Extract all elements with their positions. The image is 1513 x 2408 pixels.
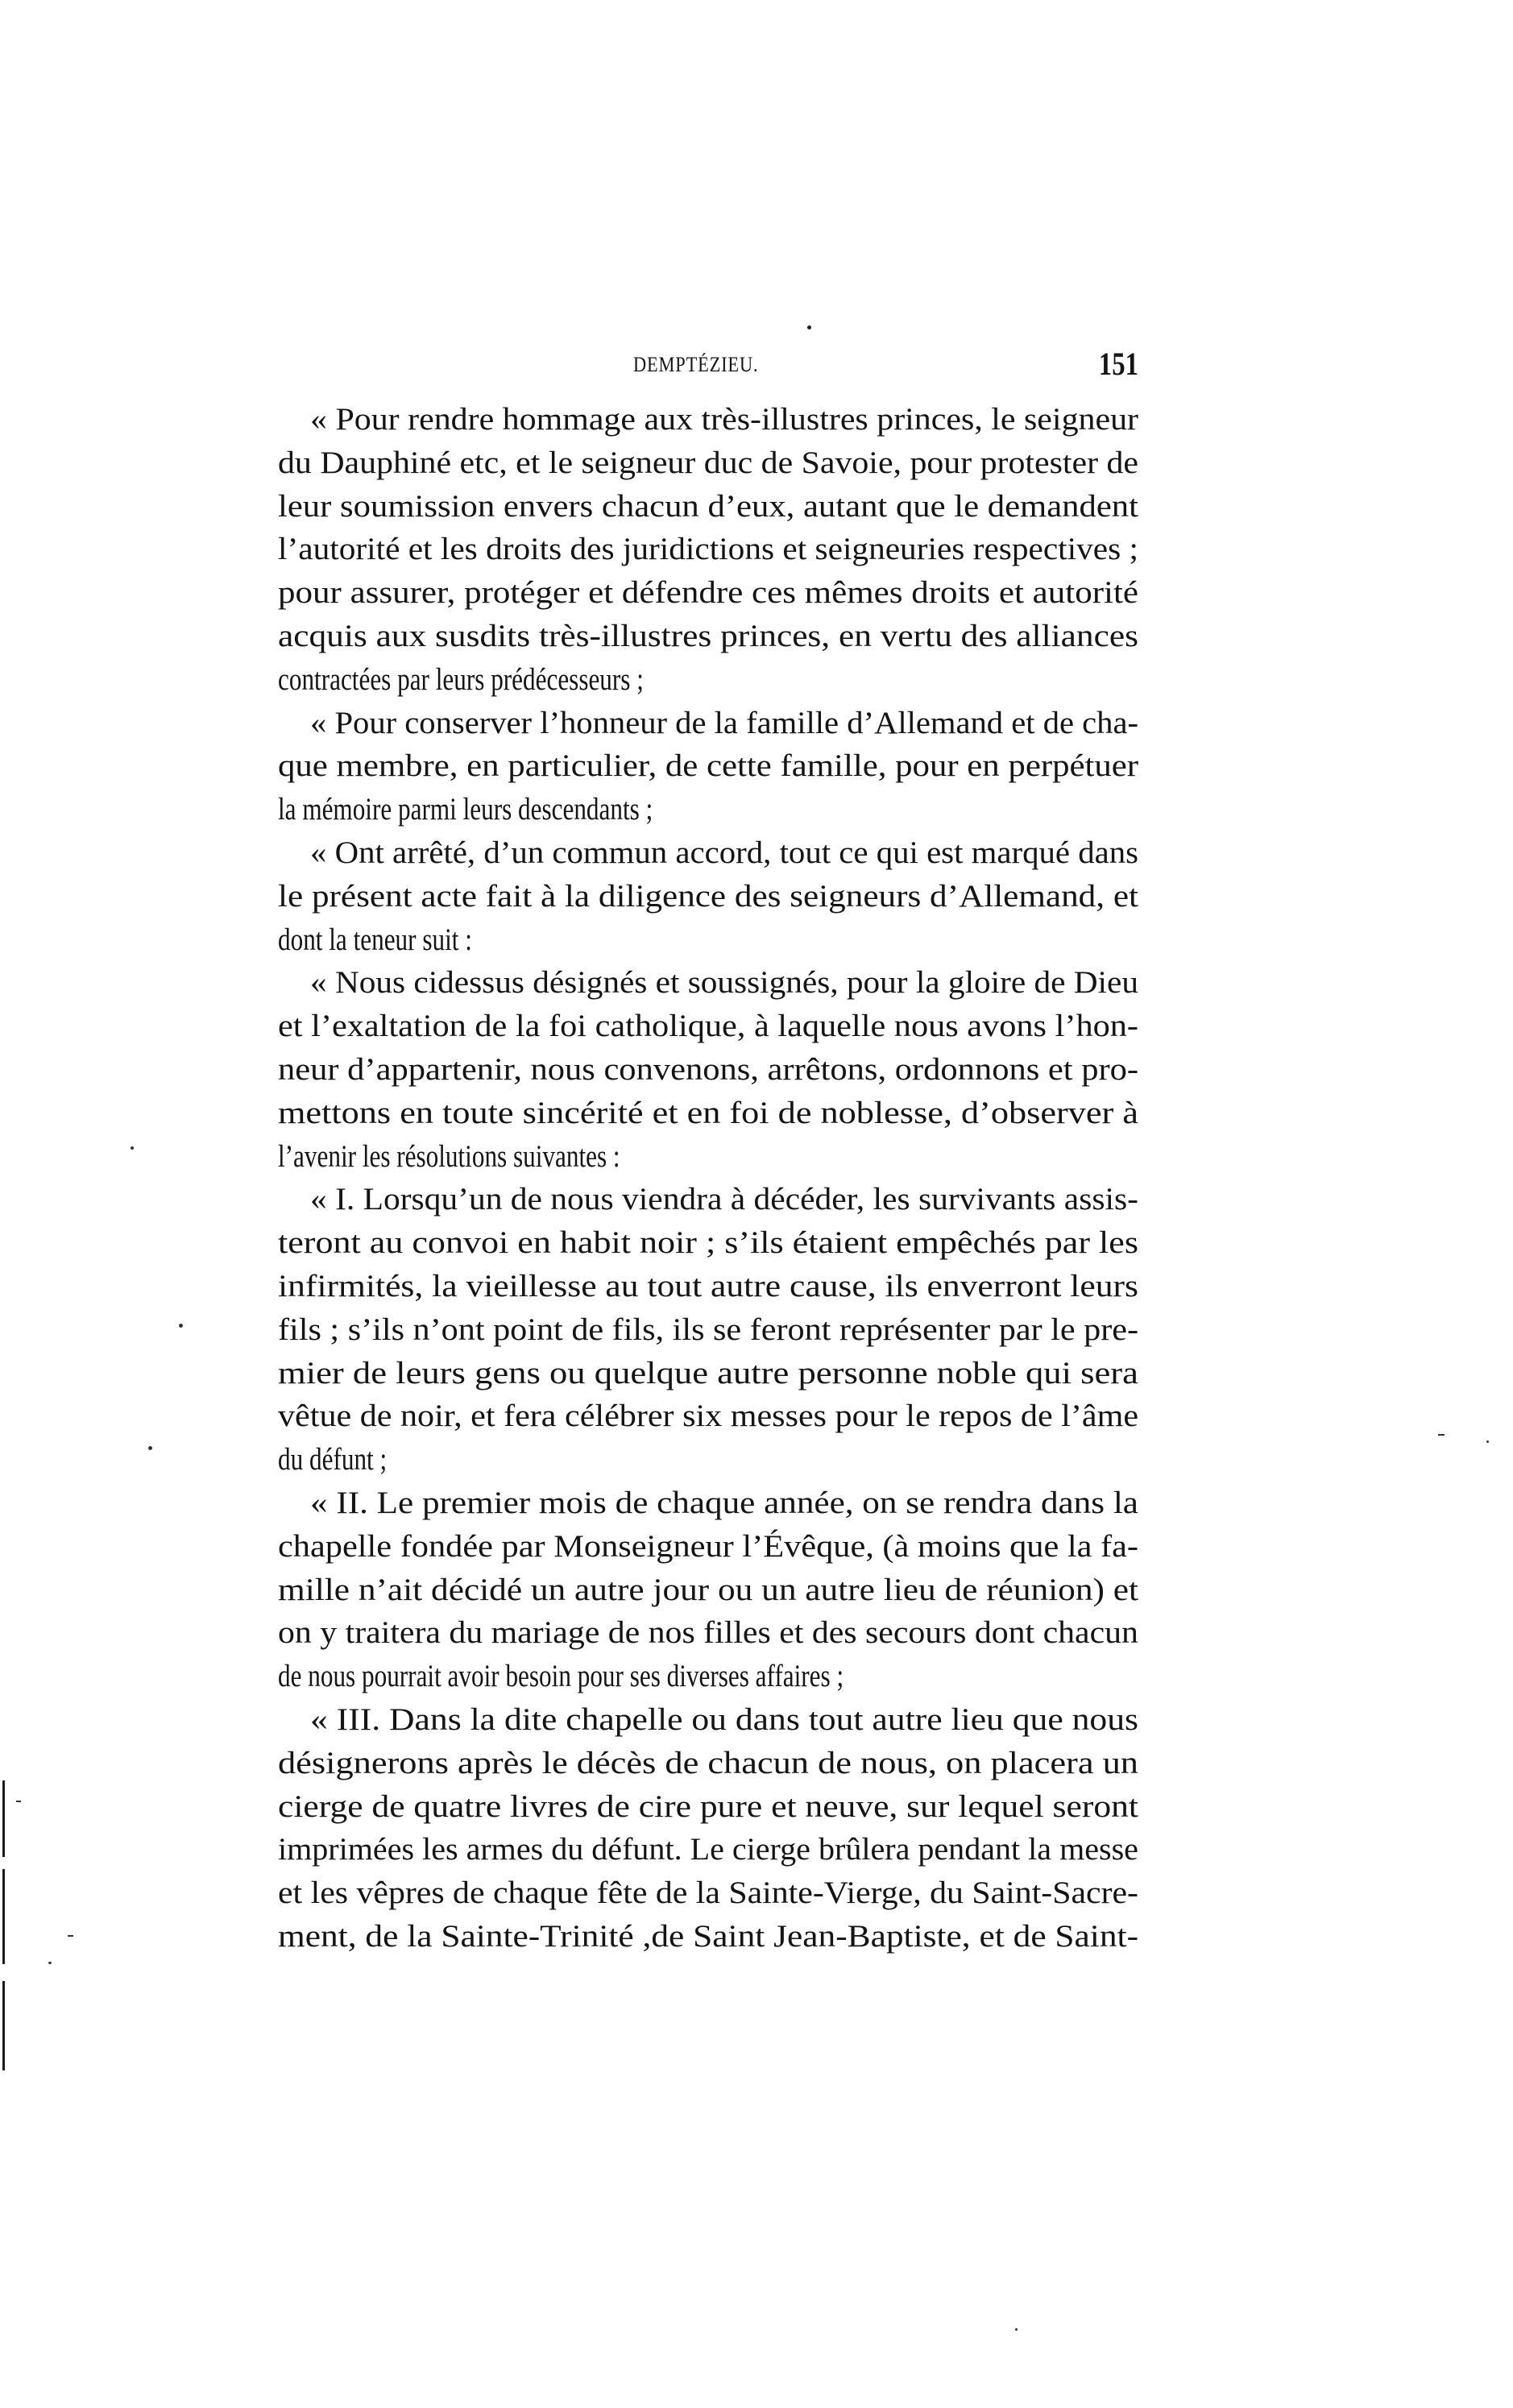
text-line [278,875,1138,918]
text-line [278,1569,1138,1612]
text-line-content: « I. Lorsqu’un de nous viendra à décéder, les survivants assis- [310,1182,1138,1217]
text-line [278,1785,1138,1829]
page-number: 151 [1098,346,1138,382]
scan-edge-line [2,1780,5,1857]
text-line-content: désignerons après le décès de chacun de nous, on placera un [278,1745,1138,1780]
text-line [278,398,1138,441]
scan-speck [1015,2328,1018,2331]
text-line [278,1352,1138,1395]
text-line-content: de nous pourrait avoir besoin pour ses diverses affaires ; [278,1659,844,1694]
text-line [278,1482,1138,1525]
text-line [278,1135,1138,1179]
text-line-content: l’avenir les résolutions suivantes : [278,1138,620,1174]
text-line [278,441,1138,485]
text-line [278,1742,1138,1785]
text-line-content: chapelle fondée par Monseigneur l’Évêque, (à moins que la fa- [278,1528,1139,1564]
text-line [278,615,1138,658]
scan-speck [68,1935,73,1937]
text-line-content: l’autorité et les droits des juridictions et seigneuries respectives ; [278,532,1139,567]
text-line [278,1871,1138,1915]
text-line-content: « Pour rendre hommage aux très-illustres princes, le seigneur [310,402,1139,437]
text-line-content: « II. Le premier mois de chaque année, on se rendra dans la [310,1485,1138,1520]
text-line-content: cierge de quatre livres de cire pure et neuve, sur lequel seront [278,1788,1138,1824]
text-line-content: « Nous cidessus désignés et soussignés, pour la gloire de Dieu [310,965,1138,1001]
text-line-content: fils ; s’ils n’ont point de fils, ils se feront représenter par le pre- [278,1312,1139,1347]
text-line [278,831,1138,875]
text-line [278,1265,1138,1308]
text-line [278,1915,1138,1958]
scan-speck [179,1324,183,1328]
text-line-content: vêtue de noir, et fera célébrer six messes pour le repos de l’âme [278,1399,1139,1434]
text-line-content: « Pour conserver l’honneur de la famille d’Allemand et de cha- [310,705,1139,740]
scan-speck [16,1801,21,1802]
text-line-content: on y traitera du mariage de nos filles et des secours dont chacun [278,1615,1138,1651]
text-line-content: dont la teneur suit : [278,922,472,957]
text-line-content: mille n’ait décidé un autre jour ou un autre lieu de réunion) et [278,1572,1139,1607]
text-line [278,1828,1138,1871]
scan-speck [807,325,811,329]
scan-speck [148,1446,152,1450]
text-line [278,788,1138,831]
scan-speck [48,1962,52,1964]
text-line [278,1005,1138,1048]
text-line-content: pour assurer, protéger et défendre ces mêmes droits et autorité [278,575,1139,611]
body-text [278,398,1138,1958]
text-line [278,1178,1138,1221]
text-line [278,918,1138,962]
text-line-content: mettons en toute sincérité et en foi de noblesse, d’observer à [278,1095,1138,1130]
text-line [278,485,1138,528]
text-line [278,1438,1138,1482]
text-line [278,702,1138,745]
text-line-content: neur d’appartenir, nous convenons, arrêtons, ordonnons et pro- [278,1051,1139,1087]
text-line-content: imprimées les armes du défunt. Le cierge brûlera pendant la messe [278,1832,1138,1867]
text-line-content: et les vêpres de chaque fête de la Sainte-Vierge, du Saint-Sacre- [278,1875,1138,1911]
running-head [278,345,1138,382]
text-line-content: ment, de la Sainte-Trinité ,de Saint Jean-Baptiste, et de Saint- [278,1918,1139,1954]
scan-speck [1438,1434,1445,1436]
text-line-content: du défunt ; [278,1442,388,1478]
text-line [278,1525,1138,1569]
text-line [278,1092,1138,1135]
text-line [278,571,1138,615]
text-line-content: infirmités, la vieillesse au tout autre cause, ils enverront leurs [278,1268,1138,1303]
text-line [278,1655,1138,1698]
scan-speck [1486,1440,1489,1443]
text-line [278,528,1138,571]
text-line [278,1698,1138,1742]
scan-edge-line [2,1869,5,1964]
text-line-content: et l’exaltation de la foi catholique, à laquelle nous avons l’hon- [278,1009,1139,1044]
text-line [278,1221,1138,1265]
text-line-content: du Dauphiné etc, et le seigneur duc de Savoie, pour protester de [278,445,1139,480]
text-line [278,1048,1138,1092]
text-line [278,1395,1138,1438]
text-line [278,1308,1138,1352]
text-line-content: « III. Dans la dite chapelle ou dans tout autre lieu que nous [310,1701,1138,1737]
text-line-content: le présent acte fait à la diligence des seigneurs d’Allemand, et [278,878,1139,914]
text-line-content: mier de leurs gens ou quelque autre personne noble qui sera [278,1355,1138,1391]
running-title: DEMPTÉZIEU. [633,353,759,376]
text-line-content: teront au convoi en habit noir ; s’ils étaient empêchés par les [278,1225,1138,1261]
text-line [278,744,1138,788]
text-line [278,658,1138,702]
text-line-content: que membre, en particulier, de cette famille, pour en perpétuer [278,748,1139,784]
scan-edge-line [2,1981,5,2070]
text-line [278,961,1138,1005]
text-line-content: acquis aux susdits très-illustres princes, en vertu des alliances [278,618,1138,653]
text-line [278,1611,1138,1655]
scan-speck [131,1146,134,1150]
text-line-content: leur soumission envers chacun d’eux, autant que le demandent [278,488,1138,524]
text-line-content: la mémoire parmi leurs descendants ; [278,792,653,827]
text-line-content: « Ont arrêté, d’un commun accord, tout ce qui est marqué dans [310,835,1139,870]
text-line-content: contractées par leurs prédécesseurs ; [278,661,644,697]
